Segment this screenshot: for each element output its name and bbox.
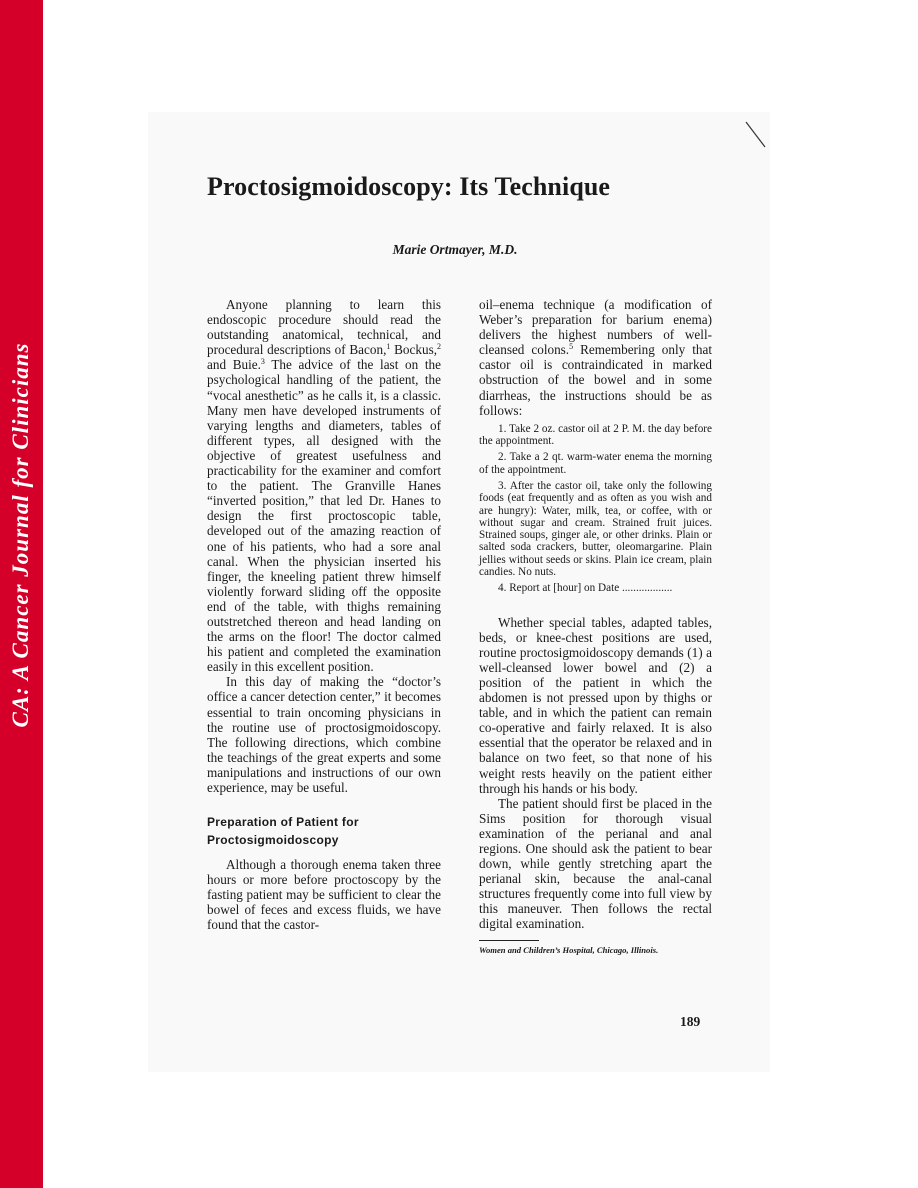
paragraph-intro: Anyone planning to learn this endoscopic procedure should read the outstanding anatomical, technical, and procedural descriptions of Bacon,$^1$ Bockus,$^2$ and Buie.$^3$ The advice of the last on the psychological handling of the patient, the “vocal anesthetic” as he calls it, is a classic. Many men have developed instruments of varying lengths and diameters, tables of different types, all designed with the objective of greatest usefulness and practicability for the examiner and comfort to the patient. The Granville Hanes “inverted position,” that led Dr. Hanes to design the first proctoscopic table, developed out of the amazing reaction of one of his patients, who had a sore anal canal. When the physician inserted his finger, the kneeling patient threw himself violently forward sliding off the opposite end of the table, with thighs remaining outstretched thereon and head landing on the arms on the floor! The doctor calmed his patient and completed the examination easily in this excellent position. xyxy=(207,297,441,675)
spacer xyxy=(479,599,712,615)
instruction-item: 2. Take a 2 qt. warm-water enema the morning of the appointment. xyxy=(479,451,712,476)
instruction-item: 4. Report at [hour] on Date .................. xyxy=(498,582,673,595)
paragraph-positions: Whether special tables, adapted tables, beds, or knee-chest positions are used, routine proctosigmoidoscopy demands (1) a well-cleansed lower bowel and (2) a position of the patient in which the abdomen is not pressed upon by thighs or table, and in which the patient can remain co-operative and fairly relaxed. It is also essential that the operator be relaxed and in balance on two feet, so that none of his weight rests heavily on the patient either through his hands or his body. xyxy=(479,614,712,796)
journal-spine xyxy=(0,0,43,1188)
corner-mark xyxy=(744,120,768,150)
right-column xyxy=(479,297,712,955)
page-number: 189 xyxy=(680,1014,701,1029)
section-heading: Preparation of Patient for Proctosigmoidoscopy xyxy=(207,815,359,848)
article-author xyxy=(0,242,918,258)
paragraph-detection-center: In this day of making the “doctor’s office a cancer detection center,” it becomes essential to train oncoming physicians in the routine use of proctosigmoidoscopy. The following directions, which combine the teachings of the great experts and some manipulations and instructions of our own experience, may be useful. xyxy=(207,674,441,795)
footnote-rule xyxy=(479,940,539,941)
left-column xyxy=(207,297,441,933)
affiliation-footnote: Women and Children’s Hospital, Chicago, Illinois. xyxy=(479,944,659,955)
journal-spine-title: CA: A Cancer Journal for Clinicians xyxy=(8,342,33,728)
instruction-item: 3. After the castor oil, take only the following foods (eat frequently and as often as you wish and are hungry): Water, milk, tea, or coffee, with or without sugar and cream. Strained fruit juices. Strained soups, ginger ale, or other drinks. Plain or salted soda crackers, butter, oleomargarine. Plain jellies without seeds or skins. Plain ice cream, plain candies. No nuts. xyxy=(479,479,712,579)
instruction-item: 1. Take 2 oz. castor oil at 2 P. M. the day before the appointment. xyxy=(479,422,712,448)
paragraph-castor-oil: oil–enema technique (a modification of Weber’s preparation for barium enema) delivers the highest numbers of well-cleansed colons.$^5$ Remembering only that castor oil is contraindicated in marked obstruction of the bowel and in some diarrheas, the instructions should be as follows: xyxy=(479,297,712,418)
paragraph-enema: Although a thorough enema taken three hours or more before proctoscopy by the fasting patient may be sufficient to clear the bowel of feces and excess fluids, we have found that the castor- xyxy=(207,857,441,933)
article-title: Proctosigmoidoscopy: Its Technique xyxy=(207,172,611,201)
author-name: Marie Ortmayer, M.D. xyxy=(392,242,518,257)
paragraph-sims-position: The patient should first be placed in the Sims position for thorough visual examination of the perianal and anal regions. One should ask the patient to bear down, while gently stretching apart the perianal skin, because the anal-canal structures frequently come into full view by this maneuver. Then follows the rectal digital examination. xyxy=(479,795,712,932)
instruction-list xyxy=(479,423,712,595)
